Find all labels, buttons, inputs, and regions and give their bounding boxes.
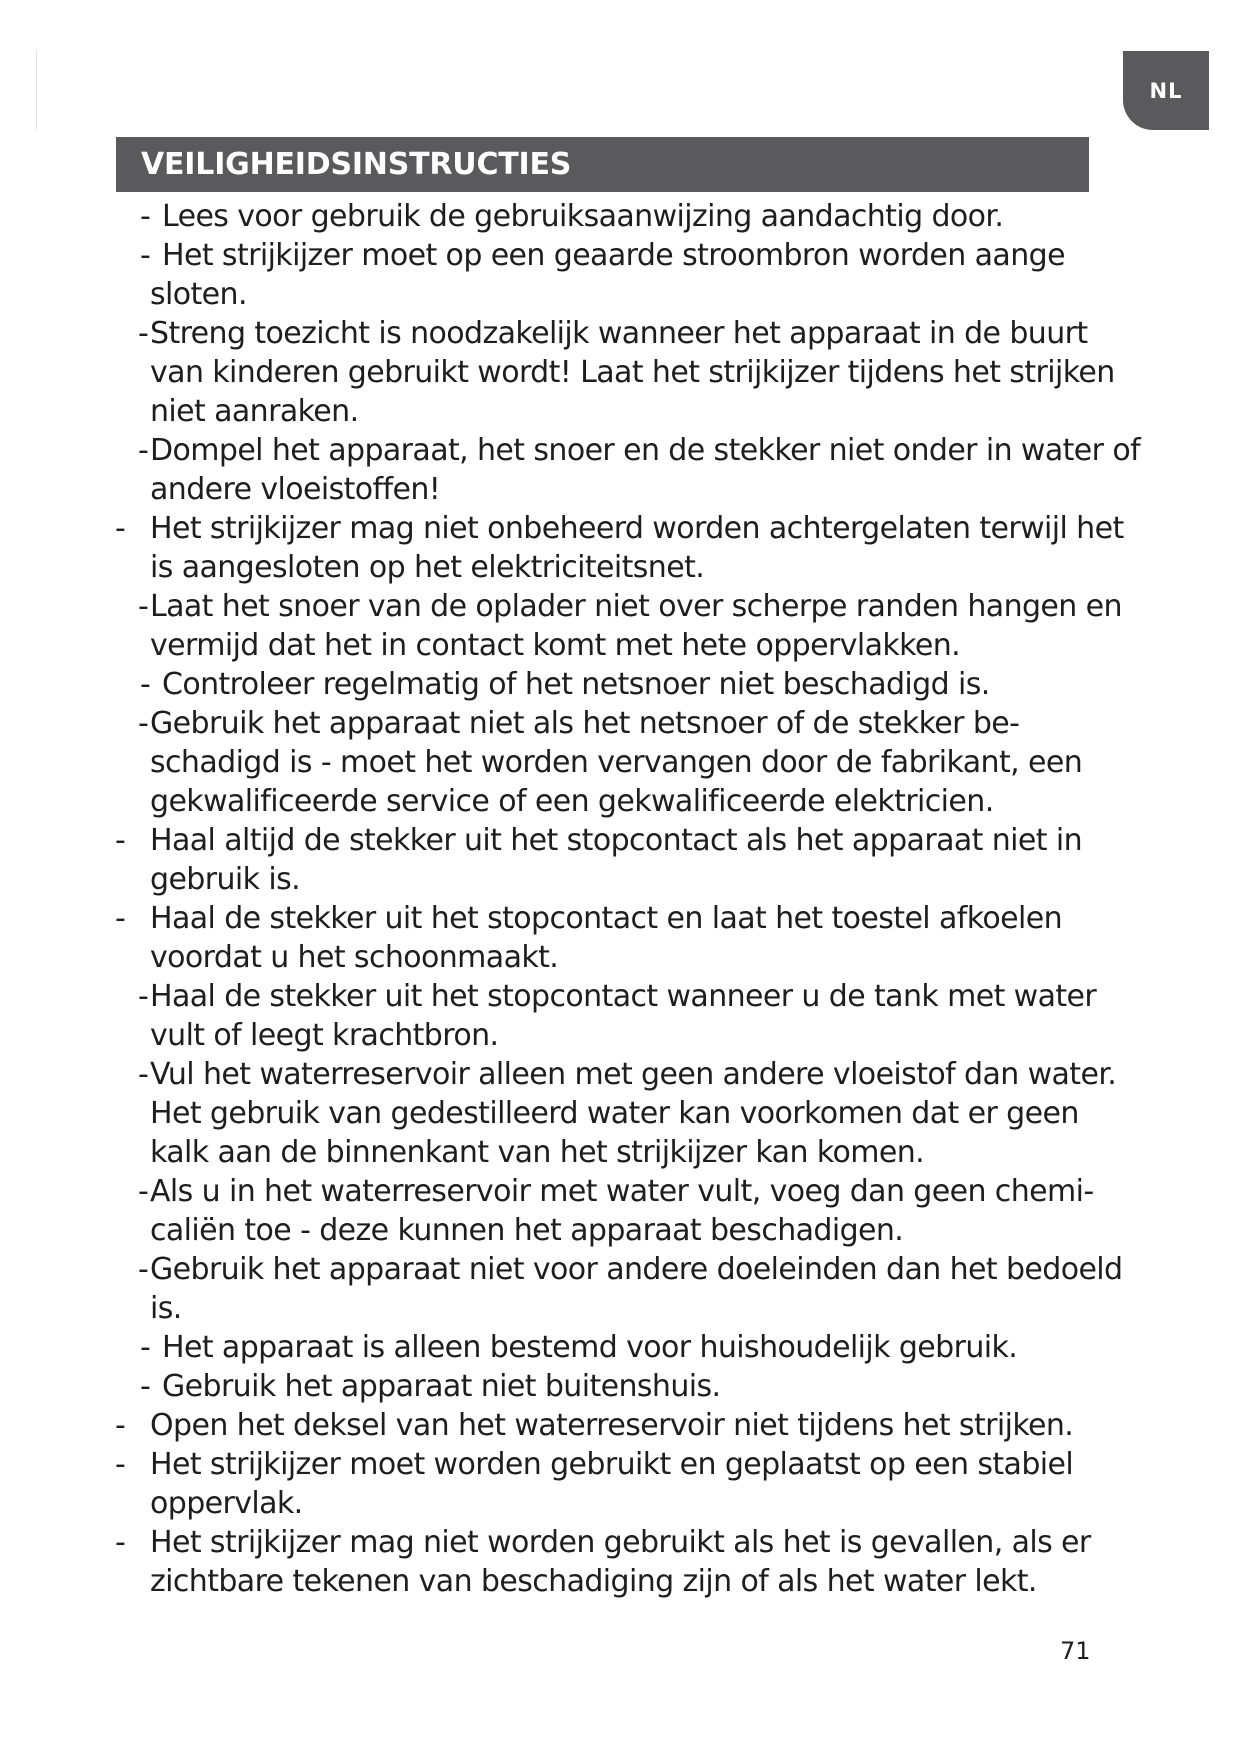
instruction-text: Open het deksel van het waterreservoir niet tijdens het strijken. xyxy=(150,1408,1074,1443)
instruction-text: Laat het snoer van de oplader niet over scherpe randen hangen en vermijd dat het in contact komt met hete oppervlakken. xyxy=(150,589,1122,663)
instruction-item xyxy=(0,1328,1241,1367)
instruction-text: Het strijkijzer mag niet worden gebruikt als het is gevallen, als er zichtbare tekenen van beschadiging zijn of als het water lekt. xyxy=(150,1525,1091,1599)
instruction-text: Dompel het apparaat, het snoer en de stekker niet onder in water of andere vloeistoffen! xyxy=(150,433,1141,507)
instruction-item xyxy=(0,314,1241,431)
bullet-dash: - xyxy=(138,1057,149,1092)
language-tab xyxy=(1123,51,1209,130)
instruction-text: Gebruik het apparaat niet als het netsnoer of de stekker be- schadigd is - moet het worden vervangen door de fabrikant, een gekwalificeerde service of een gekwalificeerde elektricien. xyxy=(150,706,1083,819)
instruction-text: Controleer regelmatig of het netsnoer niet beschadigd is. xyxy=(162,667,990,702)
page-number: 71 xyxy=(1060,1637,1091,1665)
bullet-dash: - xyxy=(140,1369,151,1404)
instruction-text: Gebruik het apparaat niet voor andere doeleinden dan het bedoeld is. xyxy=(150,1252,1123,1326)
instruction-item xyxy=(0,1523,1241,1601)
instruction-item xyxy=(0,977,1241,1055)
bullet-dash: - xyxy=(140,238,151,273)
bullet-dash: - xyxy=(115,1525,126,1560)
instruction-item xyxy=(0,197,1241,236)
instruction-item xyxy=(0,587,1241,665)
instruction-text: Haal de stekker uit het stopcontact en laat het toestel afkoelen voordat u het schoonmaakt. xyxy=(150,901,1063,975)
instruction-text: Als u in het waterreservoir met water vult, voeg dan geen chemi- caliën toe - deze kunnen het apparaat beschadigen. xyxy=(150,1174,1094,1248)
margin-rule xyxy=(36,50,37,130)
bullet-dash: - xyxy=(115,511,126,546)
instruction-text: Het strijkijzer moet op een geaarde stroombron worden aange sloten. xyxy=(150,238,1065,312)
instruction-text: Lees voor gebruik de gebruiksaanwijzing aandachtig door. xyxy=(162,199,1004,234)
instruction-item xyxy=(0,704,1241,821)
instruction-text: Het apparaat is alleen bestemd voor huishoudelijk gebruik. xyxy=(162,1330,1018,1365)
instruction-item xyxy=(0,1367,1241,1406)
bullet-dash: - xyxy=(138,1252,149,1287)
safety-instructions-list xyxy=(0,197,1241,1601)
bullet-dash: - xyxy=(138,979,149,1014)
instruction-item xyxy=(0,1406,1241,1445)
instruction-item xyxy=(0,821,1241,899)
bullet-dash: - xyxy=(115,823,126,858)
bullet-dash: - xyxy=(138,589,149,624)
instruction-item xyxy=(0,1445,1241,1523)
instruction-text: Het strijkijzer moet worden gebruikt en geplaatst op een stabiel oppervlak. xyxy=(150,1447,1074,1521)
bullet-dash: - xyxy=(138,433,149,468)
instruction-text: Vul het waterreservoir alleen met geen andere vloeistof dan water. Het gebruik van gedestilleerd water kan voorkomen dat er geen kalk aan de binnenkant van het strijkijzer kan komen. xyxy=(150,1057,1117,1170)
instruction-item xyxy=(0,665,1241,704)
bullet-dash: - xyxy=(140,199,151,234)
bullet-dash: - xyxy=(140,667,151,702)
bullet-dash: - xyxy=(138,1174,149,1209)
instruction-item xyxy=(0,1055,1241,1172)
instruction-item xyxy=(0,1172,1241,1250)
bullet-dash: - xyxy=(138,316,149,351)
instruction-text: Haal de stekker uit het stopcontact wanneer u de tank met water vult of leegt krachtbron. xyxy=(150,979,1097,1053)
instruction-item xyxy=(0,431,1241,509)
instruction-item xyxy=(0,509,1241,587)
bullet-dash: - xyxy=(115,901,126,936)
language-label: NL xyxy=(1149,78,1183,103)
instruction-text: Het strijkijzer mag niet onbeheerd worden achtergelaten terwijl het is aangesloten op het elektriciteitsnet. xyxy=(150,511,1124,585)
instruction-text: Haal altijd de stekker uit het stopcontact als het apparaat niet in gebruik is. xyxy=(150,823,1082,897)
bullet-dash: - xyxy=(138,706,149,741)
bullet-dash: - xyxy=(115,1447,126,1482)
instruction-text: Streng toezicht is noodzakelijk wanneer het apparaat in de buurt van kinderen gebruikt wordt! Laat het strijkijzer tijdens het strijken niet aanraken. xyxy=(150,316,1115,429)
bullet-dash: - xyxy=(140,1330,151,1365)
bullet-dash: - xyxy=(115,1408,126,1443)
instruction-text: Gebruik het apparaat niet buitenshuis. xyxy=(162,1369,721,1404)
section-header-bar xyxy=(116,137,1089,192)
instruction-item xyxy=(0,899,1241,977)
instruction-item xyxy=(0,236,1241,314)
section-title: VEILIGHEIDSINSTRUCTIES xyxy=(141,147,572,182)
instruction-item xyxy=(0,1250,1241,1328)
